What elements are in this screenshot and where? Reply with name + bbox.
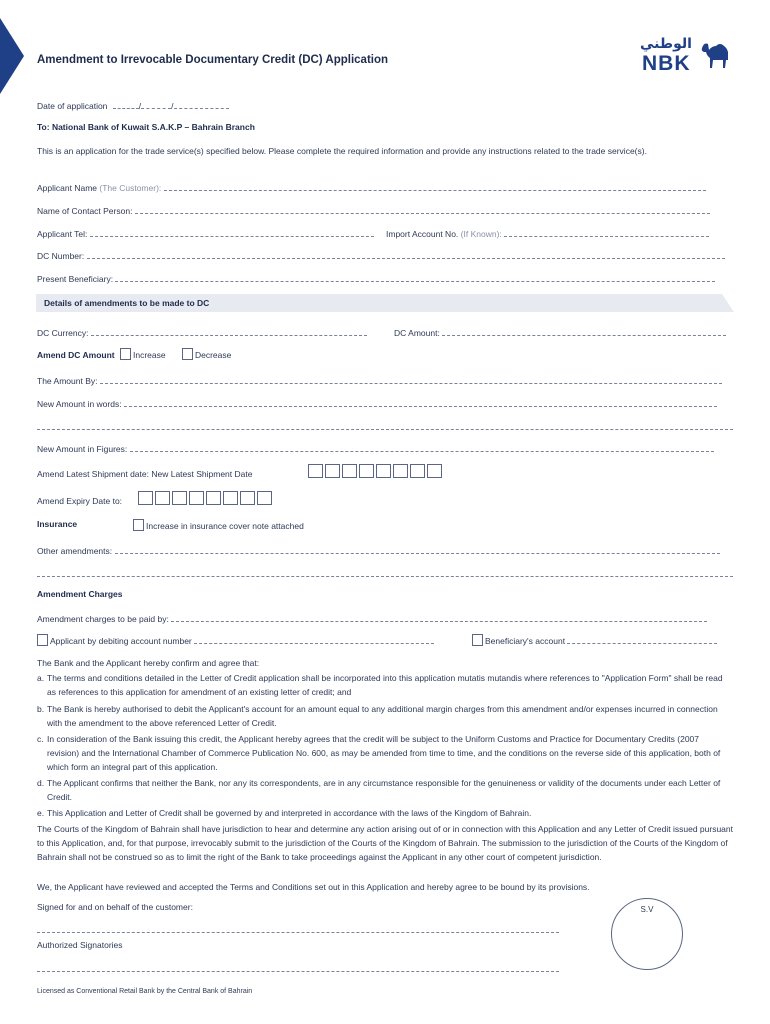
other-amendments-field[interactable] — [115, 544, 720, 554]
authorized-signatories-label: Authorized Signatories — [37, 940, 123, 950]
other-amendments-row — [37, 544, 720, 556]
terms-item-mark: e. — [37, 808, 45, 818]
amount-by-label: The Amount By: — [37, 376, 98, 386]
terms-item — [37, 671, 727, 699]
import-account-field[interactable] — [504, 227, 709, 237]
new-amount-figures-row — [37, 442, 714, 454]
dc-currency-field[interactable] — [91, 326, 367, 336]
charges-paid-by-label: Amendment charges to be paid by: — [37, 614, 169, 624]
expiry-date-boxes — [138, 491, 272, 505]
dc-currency-row — [37, 326, 367, 338]
charges-paid-by-field[interactable] — [171, 612, 707, 622]
intro-paragraph: This is an application for the trade service(s) specified below. Please complete the required information and provide any instructions related to the trade service(s). — [37, 146, 647, 156]
date-digit-box[interactable] — [393, 464, 408, 478]
terms-item-text: This Application and Letter of Credit shall be governed by and interpreted in accordance with the laws of the Kingdom of Bahrain. — [47, 808, 532, 818]
date-digit-box[interactable] — [427, 464, 442, 478]
beneficiary-account-row — [472, 634, 717, 646]
new-amount-words-field[interactable] — [124, 397, 717, 407]
amend-dc-amount-row — [37, 348, 231, 360]
applicant-tel-label: Applicant Tel: — [37, 229, 88, 239]
signed-on-behalf-label: Signed for and on behalf of the customer: — [37, 902, 193, 912]
dc-amount-row — [394, 326, 726, 338]
sv-label: S.V — [640, 905, 654, 914]
date-digit-box[interactable] — [410, 464, 425, 478]
insurance-checkbox[interactable] — [133, 519, 144, 531]
date-label: Date of application — [37, 101, 108, 111]
new-amount-words-row — [37, 397, 717, 409]
date-digit-box[interactable] — [376, 464, 391, 478]
increase-label: Increase — [132, 350, 166, 360]
increase-checkbox[interactable] — [120, 348, 131, 360]
applicant-name-hint: (The Customer): — [99, 183, 162, 193]
customer-signature-field[interactable] — [37, 923, 559, 933]
amendments-section-header — [36, 294, 734, 312]
dc-number-field[interactable] — [87, 249, 725, 259]
amendments-section-title: Details of amendments to be made to DC — [44, 298, 210, 308]
decrease-label: Decrease — [194, 350, 232, 360]
shipment-date-label: Amend Latest Shipment date: New Latest Shipment Date — [37, 469, 253, 479]
date-digit-box[interactable] — [342, 464, 357, 478]
date-digit-box[interactable] — [223, 491, 238, 505]
page-title: Amendment to Irrevocable Documentary Credit (DC) Application — [37, 54, 389, 66]
terms-item-text: The Applicant confirms that neither the Bank, nor any its correspondents, are in any circumstance responsible for the genuineness or validity of the documents under each Letter of Credit. — [47, 778, 721, 802]
new-amount-words-label: New Amount in words: — [37, 399, 122, 409]
date-day-field[interactable] — [113, 99, 139, 109]
dc-number-row — [37, 249, 725, 261]
amount-by-row — [37, 374, 722, 386]
dc-amount-field[interactable] — [442, 326, 726, 336]
contact-person-row — [37, 204, 710, 216]
corner-tab-decoration — [0, 18, 24, 94]
import-account-row — [386, 227, 709, 239]
terms-item — [37, 806, 727, 820]
terms-item — [37, 732, 727, 774]
insurance-option-label: Increase in insurance cover note attached — [146, 521, 304, 531]
new-amount-words-row-2 — [37, 420, 733, 432]
dc-currency-label: DC Currency: — [37, 328, 89, 338]
terms-item — [37, 776, 727, 804]
signature-verification-stamp — [611, 898, 683, 970]
authorized-signature-row — [37, 962, 559, 974]
other-amendments-label: Other amendments: — [37, 546, 113, 556]
date-digit-box[interactable] — [138, 491, 153, 505]
insurance-option-row — [133, 519, 304, 531]
terms-item-mark: b. — [37, 704, 45, 714]
jurisdiction-paragraph: The Courts of the Kingdom of Bahrain shall have jurisdiction to hear and determine any action arising out of or in connection with this Application and any Letter of Credit issued pursuant to this Application, and, for that purpose, irrevocably submit to the jurisdiction of the Courts of the Kingdom of Bahrain. The submission to the jurisdiction of the Courts of the Kingdom of Bahrain shall not be construed so as to limit the right of the Bank to take proceedings against the Applicant in any other court of competent jurisdiction. — [37, 824, 733, 862]
date-digit-box[interactable] — [172, 491, 187, 505]
acceptance-paragraph: We, the Applicant have reviewed and accepted the Terms and Conditions set out in this Application and hereby agree to be bound by its provisions. — [37, 882, 590, 892]
contact-person-field[interactable] — [135, 204, 710, 214]
date-digit-box[interactable] — [359, 464, 374, 478]
present-beneficiary-row — [37, 272, 715, 284]
terms-item-mark: c. — [37, 734, 44, 744]
applicant-tel-field[interactable] — [90, 227, 374, 237]
date-month-field[interactable] — [141, 99, 171, 109]
date-digit-box[interactable] — [206, 491, 221, 505]
terms-item — [37, 702, 727, 730]
beneficiary-account-label: Beneficiary's account — [485, 636, 566, 646]
date-digit-box[interactable] — [257, 491, 272, 505]
terms-intro: The Bank and the Applicant hereby confirm and agree that: — [37, 658, 260, 668]
new-amount-figures-label: New Amount in Figures: — [37, 444, 128, 454]
date-digit-box[interactable] — [325, 464, 340, 478]
applicant-account-field[interactable] — [194, 634, 434, 644]
date-of-application-row: Date of application / / — [37, 99, 229, 111]
customer-signature-row — [37, 923, 559, 935]
applicant-debit-checkbox[interactable] — [37, 634, 48, 646]
date-digit-box[interactable] — [155, 491, 170, 505]
charges-paid-by-row — [37, 612, 707, 624]
applicant-debit-label: Applicant by debiting account number — [50, 636, 192, 646]
beneficiary-account-checkbox[interactable] — [472, 634, 483, 646]
nbk-logo — [640, 36, 736, 78]
other-amendments-field-2[interactable] — [37, 567, 733, 577]
logo-arabic-text: الوطني — [640, 36, 692, 52]
present-beneficiary-field[interactable] — [115, 272, 715, 282]
amend-dc-amount-label: Amend DC Amount — [37, 350, 115, 360]
import-account-hint: (If Known): — [460, 229, 502, 239]
licence-footer: Licensed as Conventional Retail Bank by the Central Bank of Bahrain — [37, 988, 253, 995]
contact-person-label: Name of Contact Person: — [37, 206, 133, 216]
date-digit-box[interactable] — [308, 464, 323, 478]
terms-item-text: The terms and conditions detailed in the Letter of Credit application shall be incorporated into this application mutatis mutandis where references to "Application Form" shall be read as references to this application for amendment of an existing letter of credit; and — [47, 673, 723, 697]
addressee-line: To: National Bank of Kuwait S.A.K.P – Bahrain Branch — [37, 122, 255, 132]
shipment-date-boxes — [308, 464, 442, 478]
import-account-label: Import Account No. — [386, 229, 459, 239]
applicant-name-field[interactable] — [164, 181, 706, 191]
applicant-name-row — [37, 181, 706, 193]
insurance-label: Insurance — [37, 519, 78, 529]
dc-number-label: DC Number: — [37, 251, 85, 261]
logo-nbk-text: NBK — [642, 52, 691, 75]
date-digit-box[interactable] — [189, 491, 204, 505]
new-amount-figures-field[interactable] — [130, 442, 714, 452]
decrease-checkbox[interactable] — [182, 348, 193, 360]
other-amendments-row-2 — [37, 567, 733, 579]
beneficiary-account-field[interactable] — [567, 634, 717, 644]
present-beneficiary-label: Present Beneficiary: — [37, 274, 114, 284]
expiry-date-label: Amend Expiry Date to: — [37, 496, 123, 506]
terms-item-text: The Bank is hereby authorised to debit the Applicant's account for an amount equal to any additional margin charges from this amendment and/or expenses incurred in connection with the amendment to the above referenced Letter of Credit. — [47, 704, 718, 728]
dc-amount-label: DC Amount: — [394, 328, 440, 338]
terms-item-mark: a. — [37, 673, 45, 683]
authorized-signature-field[interactable] — [37, 962, 559, 972]
terms-item-mark: d. — [37, 778, 45, 788]
date-digit-box[interactable] — [240, 491, 255, 505]
terms-item-text: In consideration of the Bank issuing this credit, the Applicant hereby agrees that the credit will be subject to the Uniform Customs and Practice for Documentary Credits (2007 revision) and the International Chamber of Commerce Publication No. 600, as may be amended from time to time, and the conditions on the reverse side of this application, both of which form an integral part of this application. — [47, 734, 721, 772]
charges-section-title: Amendment Charges — [37, 589, 123, 599]
applicant-debit-row — [37, 634, 434, 646]
camel-icon — [698, 38, 734, 72]
applicant-tel-row — [37, 227, 374, 239]
new-amount-words-field-2[interactable] — [37, 420, 733, 430]
date-year-field[interactable] — [174, 99, 229, 109]
applicant-name-label: Applicant Name — [37, 183, 98, 193]
amount-by-field[interactable] — [100, 374, 722, 384]
